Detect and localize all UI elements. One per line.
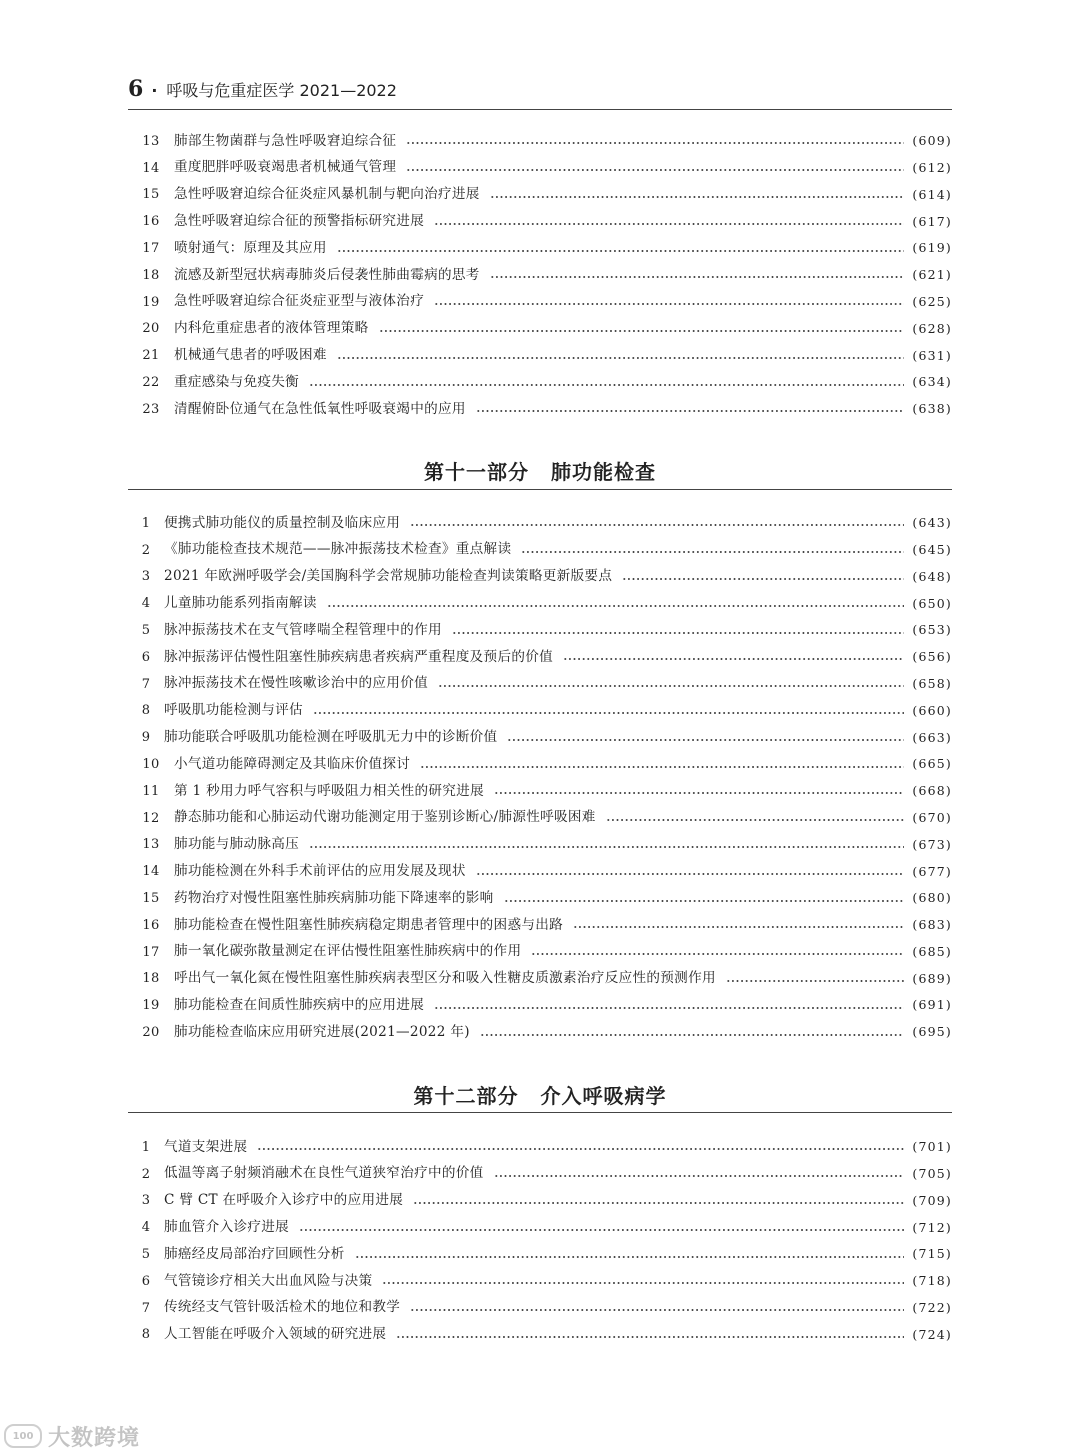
- entry-title: 内科危重症患者的液体管理策略: [174, 320, 369, 337]
- entry-title: 肺功能检测在外科手术前评估的应用发展及现状: [174, 862, 466, 879]
- dot-leader: [420, 766, 904, 768]
- entry-number: 10: [142, 757, 160, 773]
- entry-page-number: (631): [912, 347, 952, 363]
- dot-leader: [396, 1336, 904, 1338]
- toc-entry[interactable]: [128, 778, 952, 805]
- entry-title: 肺功能与肺动脉高压: [174, 836, 300, 853]
- entry-page-number: (648): [912, 568, 952, 584]
- entry-page-number: (614): [912, 186, 952, 202]
- toc-entry[interactable]: [128, 208, 952, 235]
- entry-title: 急性呼吸窘迫综合征炎症亚型与液体治疗: [174, 293, 425, 310]
- entry-title: 脉冲振荡技术在慢性咳嗽诊治中的应用价值: [164, 675, 428, 692]
- entry-page-number: (718): [912, 1273, 952, 1289]
- entry-number: 9: [141, 730, 151, 746]
- dot-leader: [406, 169, 904, 171]
- toc-entry[interactable]: [128, 590, 952, 617]
- dot-leader: [606, 819, 905, 821]
- toc-entry[interactable]: [128, 644, 952, 671]
- dot-leader: [476, 410, 905, 412]
- dot-leader: [434, 1007, 904, 1009]
- entry-title: 机械通气患者的呼吸困难: [174, 346, 327, 363]
- entry-title: 2021 年欧洲呼吸学会/美国胸科学会常规肺功能检查判读策略更新版要点: [164, 568, 613, 585]
- dot-leader: [337, 357, 905, 359]
- entry-page-number: (625): [912, 293, 952, 309]
- entry-title: 低温等离子射频消融术在良性气道狭窄治疗中的价值: [164, 1165, 484, 1182]
- entry-number: 5: [141, 1247, 151, 1263]
- entry-page-number: (609): [912, 133, 952, 149]
- entry-number: 16: [142, 917, 160, 933]
- dot-leader: [490, 196, 905, 198]
- entry-page-number: (722): [912, 1299, 952, 1315]
- entry-page-number: (695): [912, 1024, 952, 1040]
- entry-number: 4: [141, 596, 151, 612]
- watermark-text: 大数跨境: [48, 1425, 141, 1451]
- entry-page-number: (683): [912, 917, 952, 933]
- toc-entry[interactable]: [128, 805, 952, 832]
- dot-leader: [327, 605, 905, 607]
- toc-entry[interactable]: [128, 939, 952, 966]
- dot-leader: [452, 632, 905, 634]
- entry-number: 13: [142, 837, 160, 853]
- toc-entry[interactable]: [128, 858, 952, 885]
- entry-number: 21: [142, 348, 160, 364]
- header-rule: [128, 109, 952, 110]
- entry-number: 3: [141, 569, 151, 585]
- entry-number: 12: [142, 810, 160, 826]
- toc-entry[interactable]: [128, 724, 952, 751]
- entry-title: 静态肺功能和心肺运动代谢功能测定用于鉴别诊断心/肺源性呼吸困难: [174, 809, 596, 826]
- dot-leader: [563, 658, 904, 660]
- toc-entry[interactable]: [128, 1214, 952, 1241]
- entry-title: 流感及新型冠状病毒肺炎后侵袭性肺曲霉病的思考: [174, 266, 480, 283]
- toc-entry[interactable]: [128, 128, 952, 155]
- entry-title: 《肺功能检查技术规范——脉冲振荡技术检查》重点解读: [164, 541, 512, 558]
- entry-title: 肺功能检查临床应用研究进展(2021—2022 年): [174, 1023, 470, 1040]
- entry-number: 17: [142, 241, 160, 257]
- entry-number: 19: [142, 998, 160, 1014]
- entry-page-number: (677): [912, 863, 952, 879]
- toc-entry[interactable]: [128, 316, 952, 343]
- entry-page-number: (638): [912, 401, 952, 417]
- entry-title: 脉冲振荡技术在支气管哮喘全程管理中的作用: [164, 621, 442, 638]
- dot-leader: [309, 384, 904, 386]
- entry-number: 4: [141, 1220, 151, 1236]
- entry-title: 清醒俯卧位通气在急性低氧性呼吸衰竭中的应用: [174, 400, 466, 417]
- entry-page-number: (670): [912, 809, 952, 825]
- entry-number: 20: [142, 1025, 160, 1041]
- entry-number: 2: [141, 542, 151, 558]
- toc-entry[interactable]: [128, 832, 952, 859]
- entry-page-number: (634): [912, 374, 952, 390]
- dot-leader: [438, 685, 904, 687]
- entry-page-number: (660): [912, 702, 952, 718]
- page-number: 6: [128, 76, 144, 102]
- toc-entry[interactable]: [128, 1322, 952, 1349]
- toc-entry[interactable]: [128, 262, 952, 289]
- section-name: 介入呼吸病学: [540, 1084, 667, 1108]
- entry-page-number: (668): [912, 783, 952, 799]
- entry-title: 传统经支气管针吸活检术的地位和教学: [164, 1299, 401, 1316]
- toc-entry[interactable]: [128, 182, 952, 209]
- entry-page-number: (724): [912, 1326, 952, 1342]
- entry-number: 1: [141, 1139, 151, 1155]
- entry-number: 8: [141, 1327, 151, 1343]
- dot-leader: [521, 551, 904, 553]
- entry-page-number: (680): [912, 890, 952, 906]
- entry-number: 15: [142, 891, 160, 907]
- entry-title: 小气道功能障碍测定及其临床价值探讨: [174, 755, 411, 772]
- dot-leader: [480, 1034, 905, 1036]
- entry-number: 18: [142, 267, 160, 283]
- entry-page-number: (619): [912, 240, 952, 256]
- dot-leader: [410, 1309, 904, 1311]
- entry-title: 肺癌经皮局部治疗回顾性分析: [164, 1245, 345, 1262]
- dot-leader: [494, 792, 904, 794]
- toc-entry[interactable]: [128, 698, 952, 725]
- section-rule-12: [128, 1112, 952, 1113]
- entry-title: 肺功能联合呼吸肌功能检测在呼吸肌无力中的诊断价值: [164, 728, 498, 745]
- entry-number: 17: [142, 944, 160, 960]
- entry-page-number: (621): [912, 267, 952, 283]
- dot-leader: [504, 900, 905, 902]
- dot-leader: [622, 578, 904, 580]
- entry-title: 脉冲振荡评估慢性阻塞性肺疾病患者疾病严重程度及预后的价值: [164, 648, 554, 665]
- toc-entry[interactable]: [128, 1188, 952, 1215]
- entry-number: 6: [141, 1273, 151, 1289]
- entry-title: 肺部生物菌群与急性呼吸窘迫综合征: [174, 132, 397, 149]
- dot-leader: [531, 953, 904, 955]
- book-title: 呼吸与危重症医学 2021—2022: [166, 81, 397, 100]
- toc-entry[interactable]: [128, 885, 952, 912]
- dot-leader: [494, 1175, 905, 1177]
- entry-number: 13: [142, 133, 160, 149]
- entry-number: 15: [142, 187, 160, 203]
- entry-page-number: (701): [912, 1139, 952, 1155]
- dot-leader: [490, 276, 905, 278]
- toc-entry[interactable]: [128, 1241, 952, 1268]
- dot-leader: [507, 739, 904, 741]
- entry-page-number: (617): [912, 213, 952, 229]
- entry-title: 便携式肺功能仪的质量控制及临床应用: [164, 514, 401, 531]
- dot-leader: [257, 1148, 904, 1150]
- section-rule-11: [128, 489, 952, 490]
- entry-title: 急性呼吸窘迫综合征炎症风暴机制与靶向治疗进展: [174, 186, 480, 203]
- entry-title: 药物治疗对慢性阻塞性肺疾病肺功能下降速率的影响: [174, 889, 494, 906]
- entry-number: 7: [141, 1300, 151, 1316]
- toc-entry[interactable]: [128, 396, 952, 423]
- entry-number: 3: [141, 1193, 151, 1209]
- toc-entry[interactable]: [128, 1019, 952, 1046]
- entry-number: 23: [142, 401, 160, 417]
- watermark-logo: 100: [4, 1424, 42, 1448]
- entry-number: 11: [142, 783, 160, 799]
- dot-leader: [434, 303, 904, 305]
- entry-title: 儿童肺功能系列指南解读: [164, 594, 317, 611]
- section-name: 肺功能检查: [551, 460, 656, 484]
- dot-leader: [573, 926, 904, 928]
- entry-number: 20: [142, 321, 160, 337]
- dot-leader: [413, 1202, 904, 1204]
- entry-page-number: (650): [912, 595, 952, 611]
- dot-leader: [434, 223, 904, 225]
- toc-entry[interactable]: [128, 537, 952, 564]
- toc-entry[interactable]: [128, 751, 952, 778]
- dot-leader: [382, 1282, 904, 1284]
- toc-entry[interactable]: [128, 155, 952, 182]
- entry-page-number: (643): [912, 515, 952, 531]
- dot-leader: [379, 330, 905, 332]
- section-part-label: 第十一部分: [424, 460, 529, 484]
- toc-entry[interactable]: [128, 369, 952, 396]
- entry-title: 呼吸肌功能检测与评估: [164, 702, 303, 719]
- toc-entry[interactable]: [128, 1268, 952, 1295]
- section-heading-12: [128, 1080, 952, 1109]
- entry-page-number: (612): [912, 159, 952, 175]
- entry-page-number: (685): [912, 943, 952, 959]
- entry-page-number: (628): [912, 320, 952, 336]
- entry-title: 人工智能在呼吸介入领域的研究进展: [164, 1326, 387, 1343]
- entry-number: 1: [141, 515, 151, 531]
- entry-title: 第 1 秒用力呼气容积与呼吸阻力相关性的研究进展: [174, 782, 484, 799]
- entry-title: 肺功能检查在间质性肺疾病中的应用进展: [174, 996, 425, 1013]
- entry-title: 肺功能检查在慢性阻塞性肺疾病稳定期患者管理中的困惑与出路: [174, 916, 564, 933]
- entry-title: 肺血管介入诊疗进展: [164, 1218, 290, 1235]
- toc-entry[interactable]: [128, 1161, 952, 1188]
- dot-leader: [355, 1256, 905, 1258]
- entry-page-number: (663): [912, 729, 952, 745]
- entry-page-number: (712): [912, 1219, 952, 1235]
- dot-leader: [309, 846, 904, 848]
- entry-page-number: (689): [912, 970, 952, 986]
- entry-number: 14: [142, 864, 160, 880]
- entry-page-number: (709): [912, 1192, 952, 1208]
- running-header: [128, 76, 952, 106]
- entry-page-number: (656): [912, 649, 952, 665]
- entry-page-number: (691): [912, 997, 952, 1013]
- entry-number: 14: [142, 160, 160, 176]
- entry-page-number: (645): [912, 541, 952, 557]
- toc-entry[interactable]: [128, 617, 952, 644]
- toc-entry[interactable]: [128, 235, 952, 262]
- entry-page-number: (658): [912, 675, 952, 691]
- section-part-label: 第十二部分: [413, 1084, 519, 1108]
- entry-title: 肺一氧化碳弥散量测定在评估慢性阻塞性肺疾病中的作用: [174, 943, 522, 960]
- entry-title: 气管镜诊疗相关大出血风险与决策: [164, 1272, 373, 1289]
- toc-entry[interactable]: [128, 289, 952, 316]
- entry-page-number: (665): [912, 756, 952, 772]
- watermark: [4, 1421, 140, 1451]
- section-heading-11: [128, 456, 952, 485]
- dot-leader: [726, 980, 905, 982]
- dot-leader: [337, 250, 905, 252]
- header-dot: ·: [151, 81, 158, 100]
- dot-leader: [299, 1229, 904, 1231]
- entry-number: 22: [142, 375, 160, 391]
- toc-entry[interactable]: [128, 564, 952, 591]
- entry-page-number: (653): [912, 622, 952, 638]
- toc-entry[interactable]: [128, 1134, 952, 1161]
- entry-number: 18: [142, 971, 160, 987]
- toc-entry[interactable]: [128, 912, 952, 939]
- toc-list-continued: [128, 128, 952, 423]
- dot-leader: [410, 524, 904, 526]
- dot-leader: [476, 873, 905, 875]
- entry-title: 呼出气一氧化氮在慢性阻塞性肺疾病表型区分和吸入性糖皮质激素治疗反应性的预测作用: [174, 970, 716, 987]
- entry-title: 喷射通气：原理及其应用: [174, 239, 327, 256]
- entry-number: 6: [141, 649, 151, 665]
- toc-entry[interactable]: [128, 992, 952, 1019]
- entry-number: 5: [141, 623, 151, 639]
- entry-title: 重症感染与免疫失衡: [174, 373, 300, 390]
- entry-number: 2: [141, 1166, 151, 1182]
- toc-entry[interactable]: [128, 1295, 952, 1322]
- entry-title: C 臂 CT 在呼吸介入诊疗中的应用进展: [164, 1192, 404, 1209]
- entry-page-number: (673): [912, 836, 952, 852]
- toc-entry[interactable]: [128, 510, 952, 537]
- toc-list-section-12: [128, 1134, 952, 1348]
- toc-entry[interactable]: [128, 342, 952, 369]
- entry-number: 19: [142, 294, 160, 310]
- entry-number: 16: [142, 214, 160, 230]
- dot-leader: [406, 142, 904, 144]
- entry-page-number: (715): [912, 1246, 952, 1262]
- toc-entry[interactable]: [128, 671, 952, 698]
- entry-number: 8: [141, 703, 151, 719]
- entry-title: 气道支架进展: [164, 1138, 248, 1155]
- entry-number: 7: [141, 676, 151, 692]
- entry-title: 急性呼吸窘迫综合征的预警指标研究进展: [174, 212, 425, 229]
- dot-leader: [313, 712, 904, 714]
- toc-list-section-11: [128, 510, 952, 1046]
- entry-title: 重度肥胖呼吸衰竭患者机械通气管理: [174, 159, 397, 176]
- toc-entry[interactable]: [128, 966, 952, 993]
- entry-page-number: (705): [912, 1165, 952, 1181]
